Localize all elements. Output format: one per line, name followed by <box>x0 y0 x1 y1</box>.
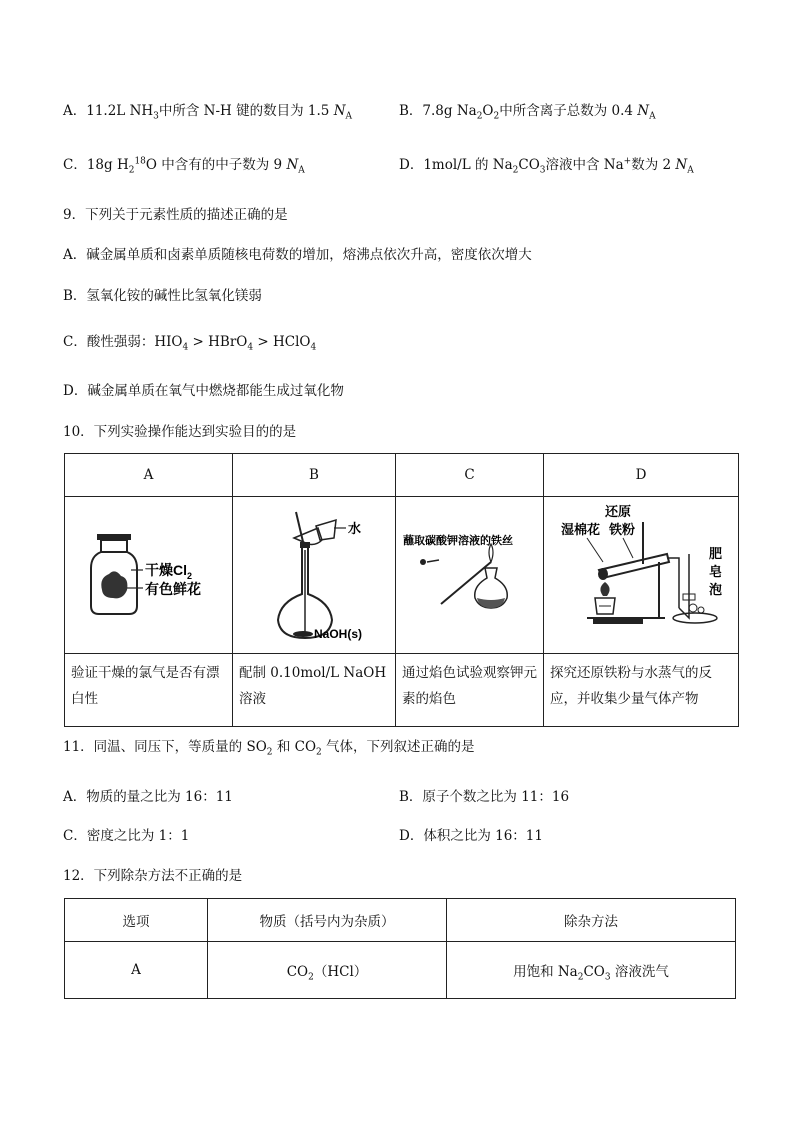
fig-d-label-1: 还原 <box>605 504 632 519</box>
fig-d-label-2: 湿棉花 <box>561 522 601 537</box>
gas-bottle-figure <box>69 498 229 648</box>
q10-header-c: C <box>396 454 544 497</box>
fig-b-label-1: 水 <box>348 521 362 536</box>
q12-row-option: A <box>65 942 208 999</box>
q8-option-c: C．18g $H_2^{18}O$ 中含有的中子数为 9 $N_A$ <box>63 156 305 176</box>
q11-option-b: B．原子个数之比为 11：16 <box>399 789 570 805</box>
q10-desc-c: 通过焰色试验观察钾元素的焰色 <box>396 654 544 727</box>
fig-a-label-2: 有色鲜花 <box>144 581 201 597</box>
q11-option-d: D．体积之比为 16：11 <box>399 828 543 844</box>
q12-table <box>64 898 736 999</box>
q10-table <box>64 453 739 727</box>
q9-option-b: B．氢氧化铵的碱性比氢氧化镁弱 <box>63 288 262 304</box>
fig-b-label-2: NaOH(s) <box>314 627 363 641</box>
q8-option-b: B．7.8g $Na_2O_2$中所含离子总数为 0.4 $N_A$ <box>399 103 656 122</box>
q8-option-d: D．1mol/L 的 $Na_2CO_3$溶液中含 Na+数为 2 $N_A$ <box>399 156 694 176</box>
q12-header-substance: 物质（括号内为杂质） <box>208 899 447 942</box>
q12-header-option: 选项 <box>65 899 208 942</box>
q12-stem: 12．下列除杂方法不正确的是 <box>63 868 243 884</box>
flame-test-figure <box>399 498 541 648</box>
q9-stem: 9．下列关于元素性质的描述正确的是 <box>63 207 288 223</box>
q10-desc-b: 配制 0.10mol/L NaOH 溶液 <box>233 654 396 727</box>
q9-option-c: C．酸性强弱：$HIO_4$ > HBrO$_4$ > HClO$_4$ <box>63 334 317 353</box>
q11-option-c: C．密度之比为 1：1 <box>63 828 190 844</box>
q8-option-a: A．11.2L $NH_3$中所含 N-H 键的数目为 1.5 $N_A$ <box>63 103 352 122</box>
q10-stem: 10．下列实验操作能达到实验目的的是 <box>63 424 297 440</box>
q10-header-b: B <box>233 454 396 497</box>
q11-stem: 11．同温、同压下，等质量的 $SO_2$ 和 $CO_2$ 气体，下列叙述正确的是 <box>63 739 475 758</box>
fig-c-label-1: 蘸取碳酸钾溶液的铁丝 <box>402 535 513 547</box>
volumetric-flask-figure <box>236 498 392 648</box>
fig-d-label-6: 泡 <box>709 582 723 597</box>
q10-desc-d: 探究还原铁粉与水蒸气的反应，并收集少量气体产物 <box>544 654 739 727</box>
q12-row-method: 用饱和 $Na_2CO_3$ 溶液洗气 <box>447 942 736 999</box>
q10-figure-b <box>233 497 396 654</box>
fig-d-label-5: 皂 <box>709 564 723 579</box>
q10-header-d: D <box>544 454 739 497</box>
q9-option-d: D．碱金属单质在氧气中燃烧都能生成过氧化物 <box>63 383 344 399</box>
q11-option-a: A．物质的量之比为 16：11 <box>63 789 233 805</box>
q9-option-a: A．碱金属单质和卤素单质随核电荷数的增加，熔沸点依次升高，密度依次增大 <box>63 247 532 263</box>
fig-a-label-1: 干燥$Cl_2$ <box>144 562 192 581</box>
q10-figure-c <box>396 497 544 654</box>
iron-steam-apparatus-figure <box>547 498 735 648</box>
q10-header-a: A <box>65 454 233 497</box>
fig-d-label-4: 肥 <box>709 546 723 561</box>
q10-desc-a: 验证干燥的氯气是否有漂白性 <box>65 654 233 727</box>
q12-header-method: 除杂方法 <box>447 899 736 942</box>
q10-figure-a <box>65 497 233 654</box>
q10-figure-d <box>544 497 739 654</box>
q12-row-substance: $CO_2(HCl)$ <box>208 942 447 999</box>
fig-d-label-3: 铁粉 <box>609 522 636 537</box>
